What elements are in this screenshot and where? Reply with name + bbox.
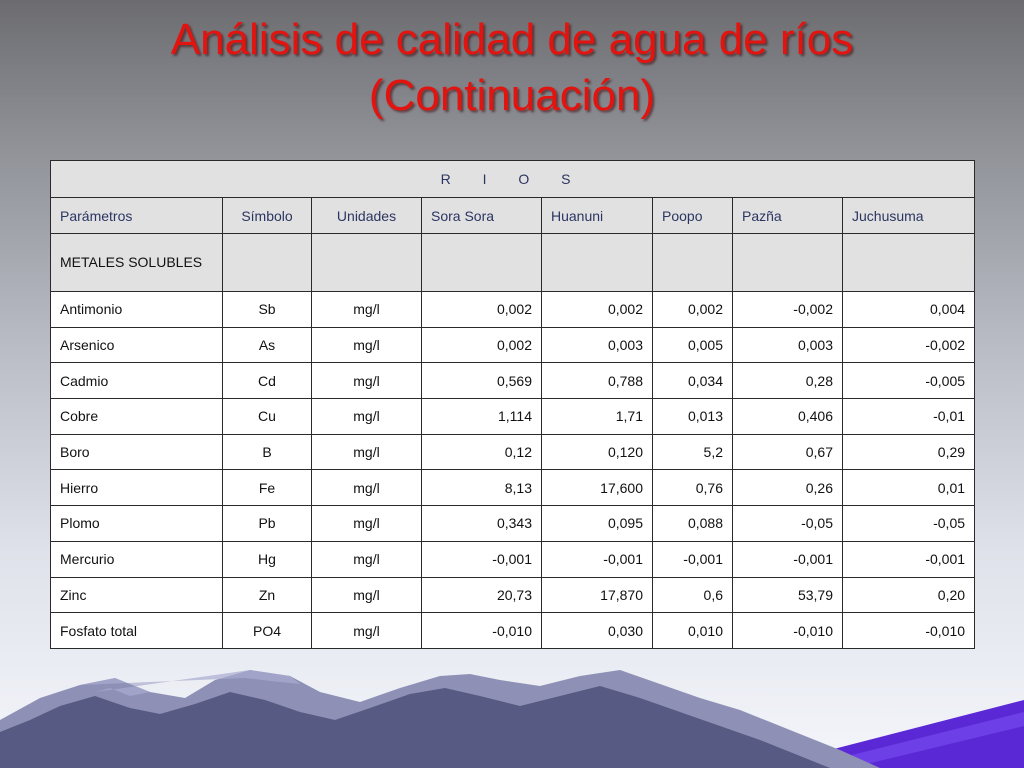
value-cell: 0,005 (653, 327, 733, 363)
unit-cell: mg/l (312, 541, 422, 577)
value-cell: 0,6 (653, 577, 733, 613)
symbol-cell: As (223, 327, 312, 363)
rivers-group-header: R I O S (51, 161, 975, 198)
value-cell: 0,569 (422, 363, 542, 399)
unit-cell: mg/l (312, 577, 422, 613)
value-cell: 20,73 (422, 577, 542, 613)
parameter-cell: Antimonio (51, 292, 223, 328)
symbol-cell: Fe (223, 470, 312, 506)
value-cell: -0,05 (843, 506, 975, 542)
table-row (51, 541, 975, 577)
value-cell: 0,76 (653, 470, 733, 506)
unit-cell: mg/l (312, 292, 422, 328)
column-header: Pazña (733, 198, 843, 234)
table-row (51, 327, 975, 363)
empty-cell (312, 234, 422, 292)
section-label: METALES SOLUBLES (51, 234, 223, 292)
column-header: Unidades (312, 198, 422, 234)
value-cell: 0,26 (733, 470, 843, 506)
rivers-group-header-row (51, 161, 975, 198)
value-cell: 0,120 (542, 434, 653, 470)
value-cell: -0,005 (843, 363, 975, 399)
column-header: Parámetros (51, 198, 223, 234)
parameter-cell: Mercurio (51, 541, 223, 577)
unit-cell: mg/l (312, 399, 422, 435)
slide-title-line1: Análisis de calidad de agua de ríos (170, 15, 854, 64)
value-cell: -0,001 (733, 541, 843, 577)
value-cell: 0,002 (653, 292, 733, 328)
value-cell: 0,01 (843, 470, 975, 506)
value-cell: -0,001 (542, 541, 653, 577)
unit-cell: mg/l (312, 434, 422, 470)
symbol-cell: Zn (223, 577, 312, 613)
empty-cell (653, 234, 733, 292)
parameter-cell: Hierro (51, 470, 223, 506)
value-cell: 0,002 (542, 292, 653, 328)
value-cell: -0,001 (843, 541, 975, 577)
table-row (51, 470, 975, 506)
symbol-cell: Cu (223, 399, 312, 435)
value-cell: 0,004 (843, 292, 975, 328)
value-cell: -0,002 (733, 292, 843, 328)
value-cell: -0,002 (843, 327, 975, 363)
value-cell: 0,29 (843, 434, 975, 470)
value-cell: 0,788 (542, 363, 653, 399)
value-cell: -0,010 (843, 613, 975, 649)
section-row (51, 234, 975, 292)
water-quality-table-wrapper (50, 160, 974, 649)
mountains-icon (0, 640, 1024, 768)
symbol-cell: Pb (223, 506, 312, 542)
symbol-cell: Hg (223, 541, 312, 577)
column-header: Sora Sora (422, 198, 542, 234)
table-row (51, 434, 975, 470)
value-cell: 0,003 (542, 327, 653, 363)
parameter-cell: Plomo (51, 506, 223, 542)
symbol-cell: Cd (223, 363, 312, 399)
column-header: Poopo (653, 198, 733, 234)
unit-cell: mg/l (312, 506, 422, 542)
value-cell: -0,001 (422, 541, 542, 577)
parameter-cell: Cobre (51, 399, 223, 435)
table-row (51, 577, 975, 613)
value-cell: 1,71 (542, 399, 653, 435)
value-cell: 17,600 (542, 470, 653, 506)
value-cell: 0,28 (733, 363, 843, 399)
value-cell: 0,030 (542, 613, 653, 649)
column-header-row (51, 198, 975, 234)
unit-cell: mg/l (312, 327, 422, 363)
value-cell: 0,406 (733, 399, 843, 435)
value-cell: -0,010 (422, 613, 542, 649)
parameter-cell: Boro (51, 434, 223, 470)
slide-title-line2: (Continuación) (368, 71, 656, 120)
empty-cell (422, 234, 542, 292)
water-quality-table (50, 160, 975, 649)
column-header: Juchusuma (843, 198, 975, 234)
value-cell: 17,870 (542, 577, 653, 613)
symbol-cell: Sb (223, 292, 312, 328)
value-cell: 8,13 (422, 470, 542, 506)
unit-cell: mg/l (312, 613, 422, 649)
empty-cell (223, 234, 312, 292)
value-cell: 0,095 (542, 506, 653, 542)
value-cell: 0,010 (653, 613, 733, 649)
slide-title (0, 12, 1024, 124)
value-cell: 0,013 (653, 399, 733, 435)
column-header: Huanuni (542, 198, 653, 234)
value-cell: 0,003 (733, 327, 843, 363)
empty-cell (733, 234, 843, 292)
value-cell: -0,01 (843, 399, 975, 435)
value-cell: 0,002 (422, 327, 542, 363)
parameter-cell: Zinc (51, 577, 223, 613)
unit-cell: mg/l (312, 470, 422, 506)
parameter-cell: Arsenico (51, 327, 223, 363)
table-row (51, 506, 975, 542)
table-body (51, 234, 975, 649)
value-cell: 0,67 (733, 434, 843, 470)
value-cell: 1,114 (422, 399, 542, 435)
symbol-cell: PO4 (223, 613, 312, 649)
unit-cell: mg/l (312, 363, 422, 399)
value-cell: 0,12 (422, 434, 542, 470)
value-cell: -0,010 (733, 613, 843, 649)
parameter-cell: Fosfato total (51, 613, 223, 649)
value-cell: 0,002 (422, 292, 542, 328)
parameter-cell: Cadmio (51, 363, 223, 399)
value-cell: -0,001 (653, 541, 733, 577)
value-cell: 0,088 (653, 506, 733, 542)
value-cell: 0,20 (843, 577, 975, 613)
value-cell: 0,343 (422, 506, 542, 542)
value-cell: 53,79 (733, 577, 843, 613)
empty-cell (542, 234, 653, 292)
table-row (51, 399, 975, 435)
symbol-cell: B (223, 434, 312, 470)
table-row (51, 363, 975, 399)
column-header: Símbolo (223, 198, 312, 234)
value-cell: 0,034 (653, 363, 733, 399)
value-cell: -0,05 (733, 506, 843, 542)
value-cell: 5,2 (653, 434, 733, 470)
table-row (51, 292, 975, 328)
empty-cell (843, 234, 975, 292)
